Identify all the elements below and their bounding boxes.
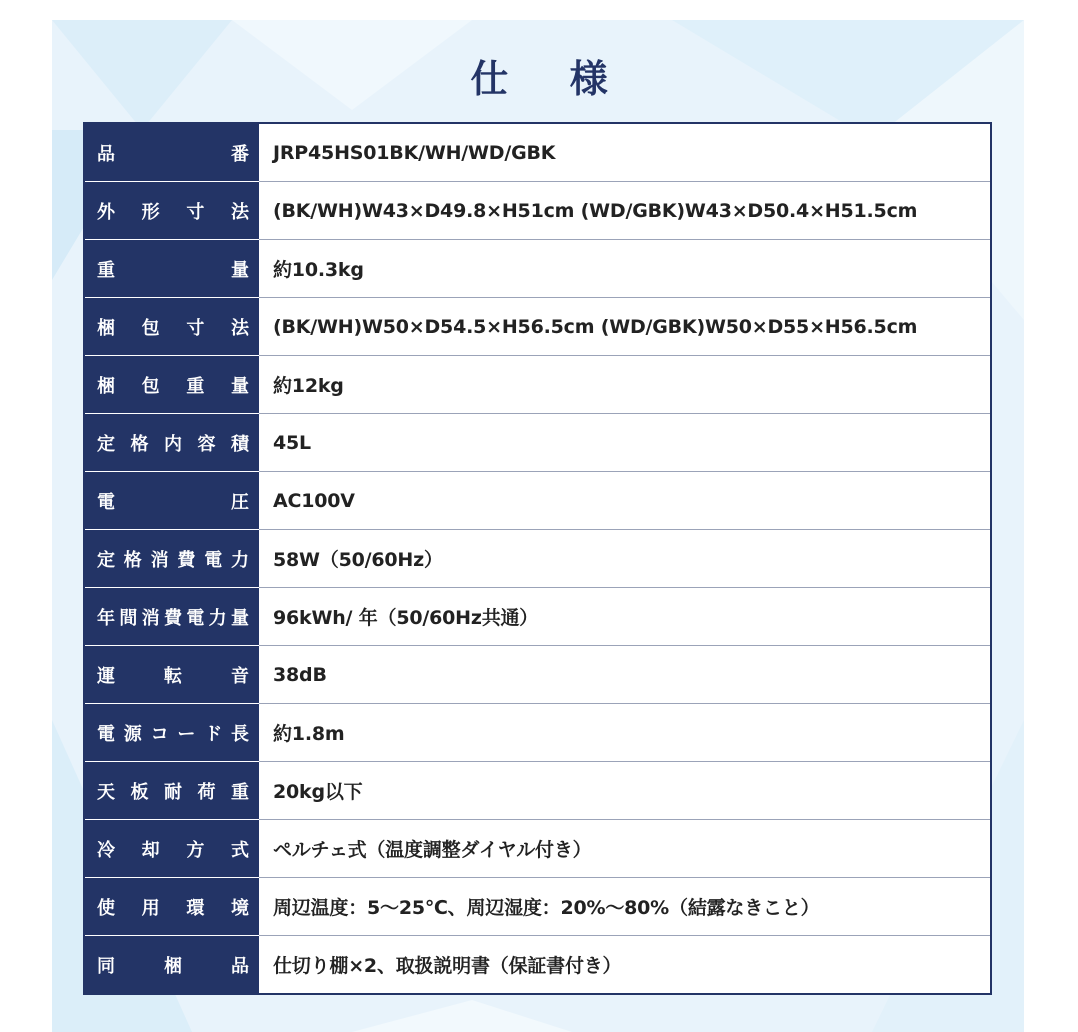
row-label: 重 量 [97,259,249,281]
row-value: 58W（50/60Hz） [259,530,991,588]
page-title: 仕 様 [470,57,632,101]
row-label-cell [84,936,259,995]
row-label: 電 圧 [97,491,249,513]
row-label: 定 格 内 容 積 [97,433,249,455]
row-label: 梱 包 寸 法 [97,317,249,339]
table-row [84,704,991,762]
row-label-cell [84,704,259,762]
row-label: 外 形 寸 法 [97,201,249,223]
table-row [84,240,991,298]
row-label: 梱 包 重 量 [97,375,249,397]
table-row [84,356,991,414]
row-label-cell [84,182,259,240]
table-row [84,472,991,530]
row-label-cell [84,820,259,878]
table-row [84,936,991,995]
row-value: 96kWh/ 年（50/60Hz共通） [259,588,991,646]
row-label-cell [84,356,259,414]
row-value: JRP45HS01BK/WH/WD/GBK [259,123,991,182]
row-value: 約10.3kg [259,240,991,298]
row-label: 冷 却 方 式 [97,839,249,861]
table-row [84,182,991,240]
row-label-cell [84,123,259,182]
row-value: ペルチェ式（温度調整ダイヤル付き） [259,820,991,878]
row-value: AC100V [259,472,991,530]
row-label: 品 番 [97,143,249,165]
row-value: 45L [259,414,991,472]
row-value: 仕切り棚×2、取扱説明書（保証書付き） [273,955,622,977]
row-label: 天 板 耐 荷 重 [97,781,249,803]
row-label: 年 間 消 費 電 力 量 [97,607,249,629]
row-label-cell [84,762,259,820]
row-label: 使 用 環 境 [97,897,249,919]
row-value: 約1.8m [259,704,991,762]
table-row [84,530,991,588]
table-row [84,414,991,472]
table-row [84,762,991,820]
row-label-cell [84,530,259,588]
row-value: (BK/WH)W50×D54.5×H56.5cm (WD/GBK)W50×D55×H56.5cm [259,298,991,356]
row-value: 周辺温度：5〜25℃、周辺湿度：20%〜80%（結露なきこと） [259,878,991,936]
row-label-cell [84,240,259,298]
row-label: 定 格 消 費 電 力 [97,549,249,571]
row-value: (BK/WH)W43×D49.8×H51cm (WD/GBK)W43×D50.4×H51.5cm [259,182,991,240]
table-row [84,820,991,878]
row-value: 38dB [259,646,991,704]
table-row [84,646,991,704]
table-row [84,298,991,356]
row-label: 運 転 音 [97,665,249,687]
row-label-cell [84,472,259,530]
row-label-cell [84,298,259,356]
table-row [84,588,991,646]
row-value: 20kg以下 [259,762,991,820]
spec-table [83,122,992,995]
table-row [84,878,991,936]
row-label-cell [84,646,259,704]
table-row [84,123,991,182]
row-label-cell [84,414,259,472]
row-label-cell [84,588,259,646]
row-label: 同 梱 品 [97,955,249,977]
row-label: 電 源 コ ー ド 長 [97,723,249,745]
row-label-cell [84,878,259,936]
row-value: 約12kg [259,356,991,414]
